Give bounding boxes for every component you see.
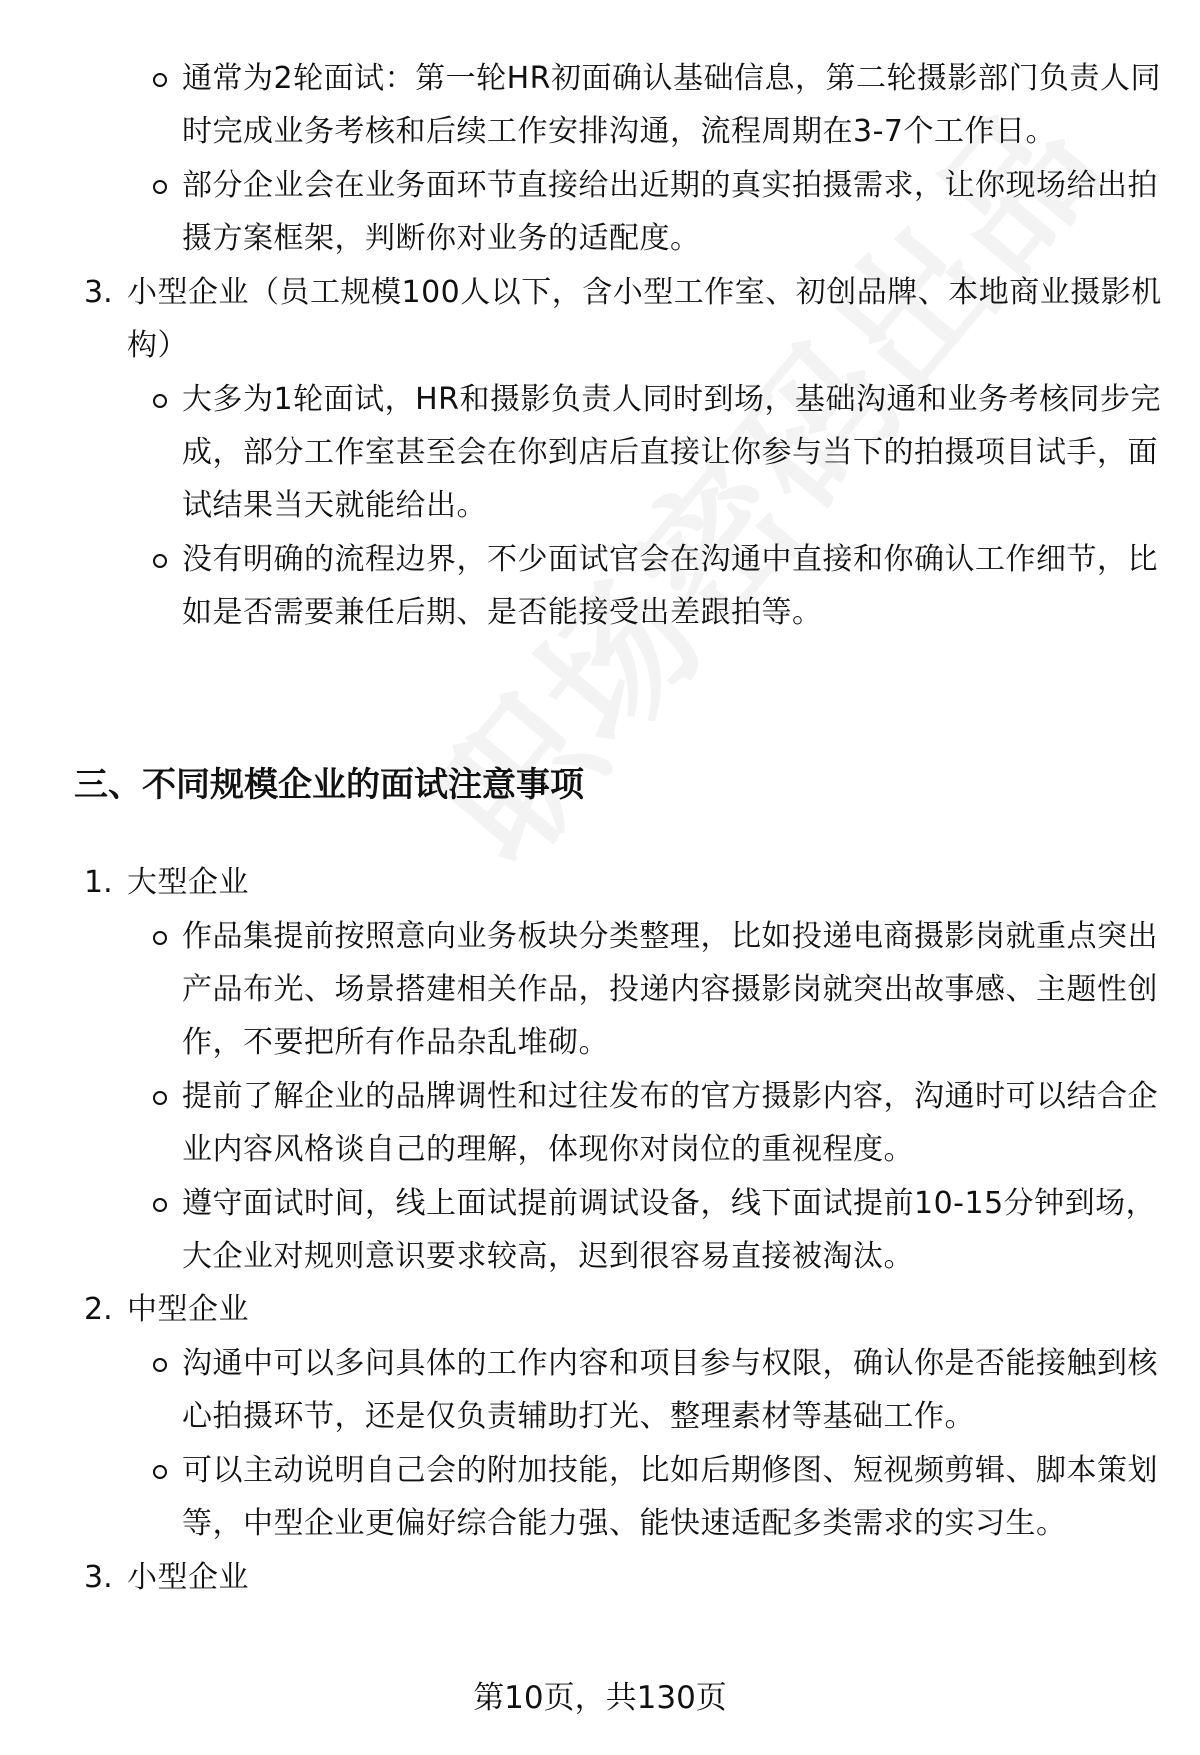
body-text: 如是否需要兼任后期、是否能接受出差跟拍等。 [182, 595, 823, 630]
list-item-title: 构） [127, 328, 188, 363]
list-item-title: 中型企业 [127, 1292, 249, 1327]
body-text: 大多为1轮面试，HR和摄影负责人同时到场，基础沟通和业务考核同步完 [182, 382, 1161, 417]
list-number: 3. [84, 275, 113, 310]
body-text: 时完成业务考核和后续工作安排沟通，流程周期在3-7个工作日。 [182, 114, 1056, 149]
bullet-marker [153, 1198, 167, 1212]
list-item-title: 小型企业 [127, 1560, 249, 1595]
section-heading: 三、不同规模企业的面试注意事项 [74, 765, 584, 805]
bullet-marker [153, 73, 167, 87]
body-text: 可以主动说明自己会的附加技能，比如后期修图、短视频剪辑、脚本策划 [182, 1453, 1158, 1488]
list-item-title: 小型企业（员工规模100人以下，含小型工作室、初创品牌、本地商业摄影机 [127, 275, 1162, 310]
list-number: 3. [84, 1560, 113, 1595]
body-text: 试结果当天就能给出。 [182, 488, 487, 523]
bullet-marker [153, 1358, 167, 1372]
body-text: 沟通中可以多问具体的工作内容和项目参与权限，确认你是否能接触到核 [182, 1346, 1158, 1381]
body-text: 成，部分工作室甚至会在你到店后直接让你参与当下的拍摄项目试手，面 [182, 435, 1158, 470]
bullet-marker [153, 394, 167, 408]
bullet-marker [153, 1465, 167, 1479]
body-text: 大企业对规则意识要求较高，迟到很容易直接被淘汰。 [182, 1239, 914, 1274]
body-text: 没有明确的流程边界，不少面试官会在沟通中直接和你确认工作细节，比 [182, 542, 1158, 577]
body-text: 提前了解企业的品牌调性和过往发布的官方摄影内容，沟通时可以结合企 [182, 1079, 1158, 1114]
body-text: 部分企业会在业务面环节直接给出近期的真实拍摄需求，让你现场给出拍 [182, 168, 1158, 203]
body-text: 等，中型企业更偏好综合能力强、能快速适配多类需求的实习生。 [182, 1506, 1067, 1541]
body-text: 遵守面试时间，线上面试提前调试设备，线下面试提前10-15分钟到场， [182, 1186, 1157, 1221]
bullet-marker [153, 931, 167, 945]
page-number: 第10页，共130页 [473, 1680, 727, 1716]
body-text: 通常为2轮面试：第一轮HR初面确认基础信息，第二轮摄影部门负责人同 [182, 61, 1161, 96]
body-text: 作，不要把所有作品杂乱堆砌。 [182, 1025, 609, 1060]
bullet-marker [153, 180, 167, 194]
list-number: 1. [84, 865, 113, 900]
bullet-marker [153, 1091, 167, 1105]
body-text: 作品集提前按照意向业务板块分类整理，比如投递电商摄影岗就重点突出 [182, 919, 1158, 954]
body-text: 业内容风格谈自己的理解，体现你对岗位的重视程度。 [182, 1132, 914, 1167]
body-text: 心拍摄环节，还是仅负责辅助打光、整理素材等基础工作。 [182, 1399, 975, 1434]
body-text: 摄方案框架，判断你对业务的适配度。 [182, 221, 701, 256]
list-number: 2. [84, 1292, 113, 1327]
body-text: 产品布光、场景搭建相关作品，投递内容摄影岗就突出故事感、主题性创 [182, 972, 1158, 1007]
bullet-marker [153, 554, 167, 568]
list-item-title: 大型企业 [127, 865, 249, 900]
